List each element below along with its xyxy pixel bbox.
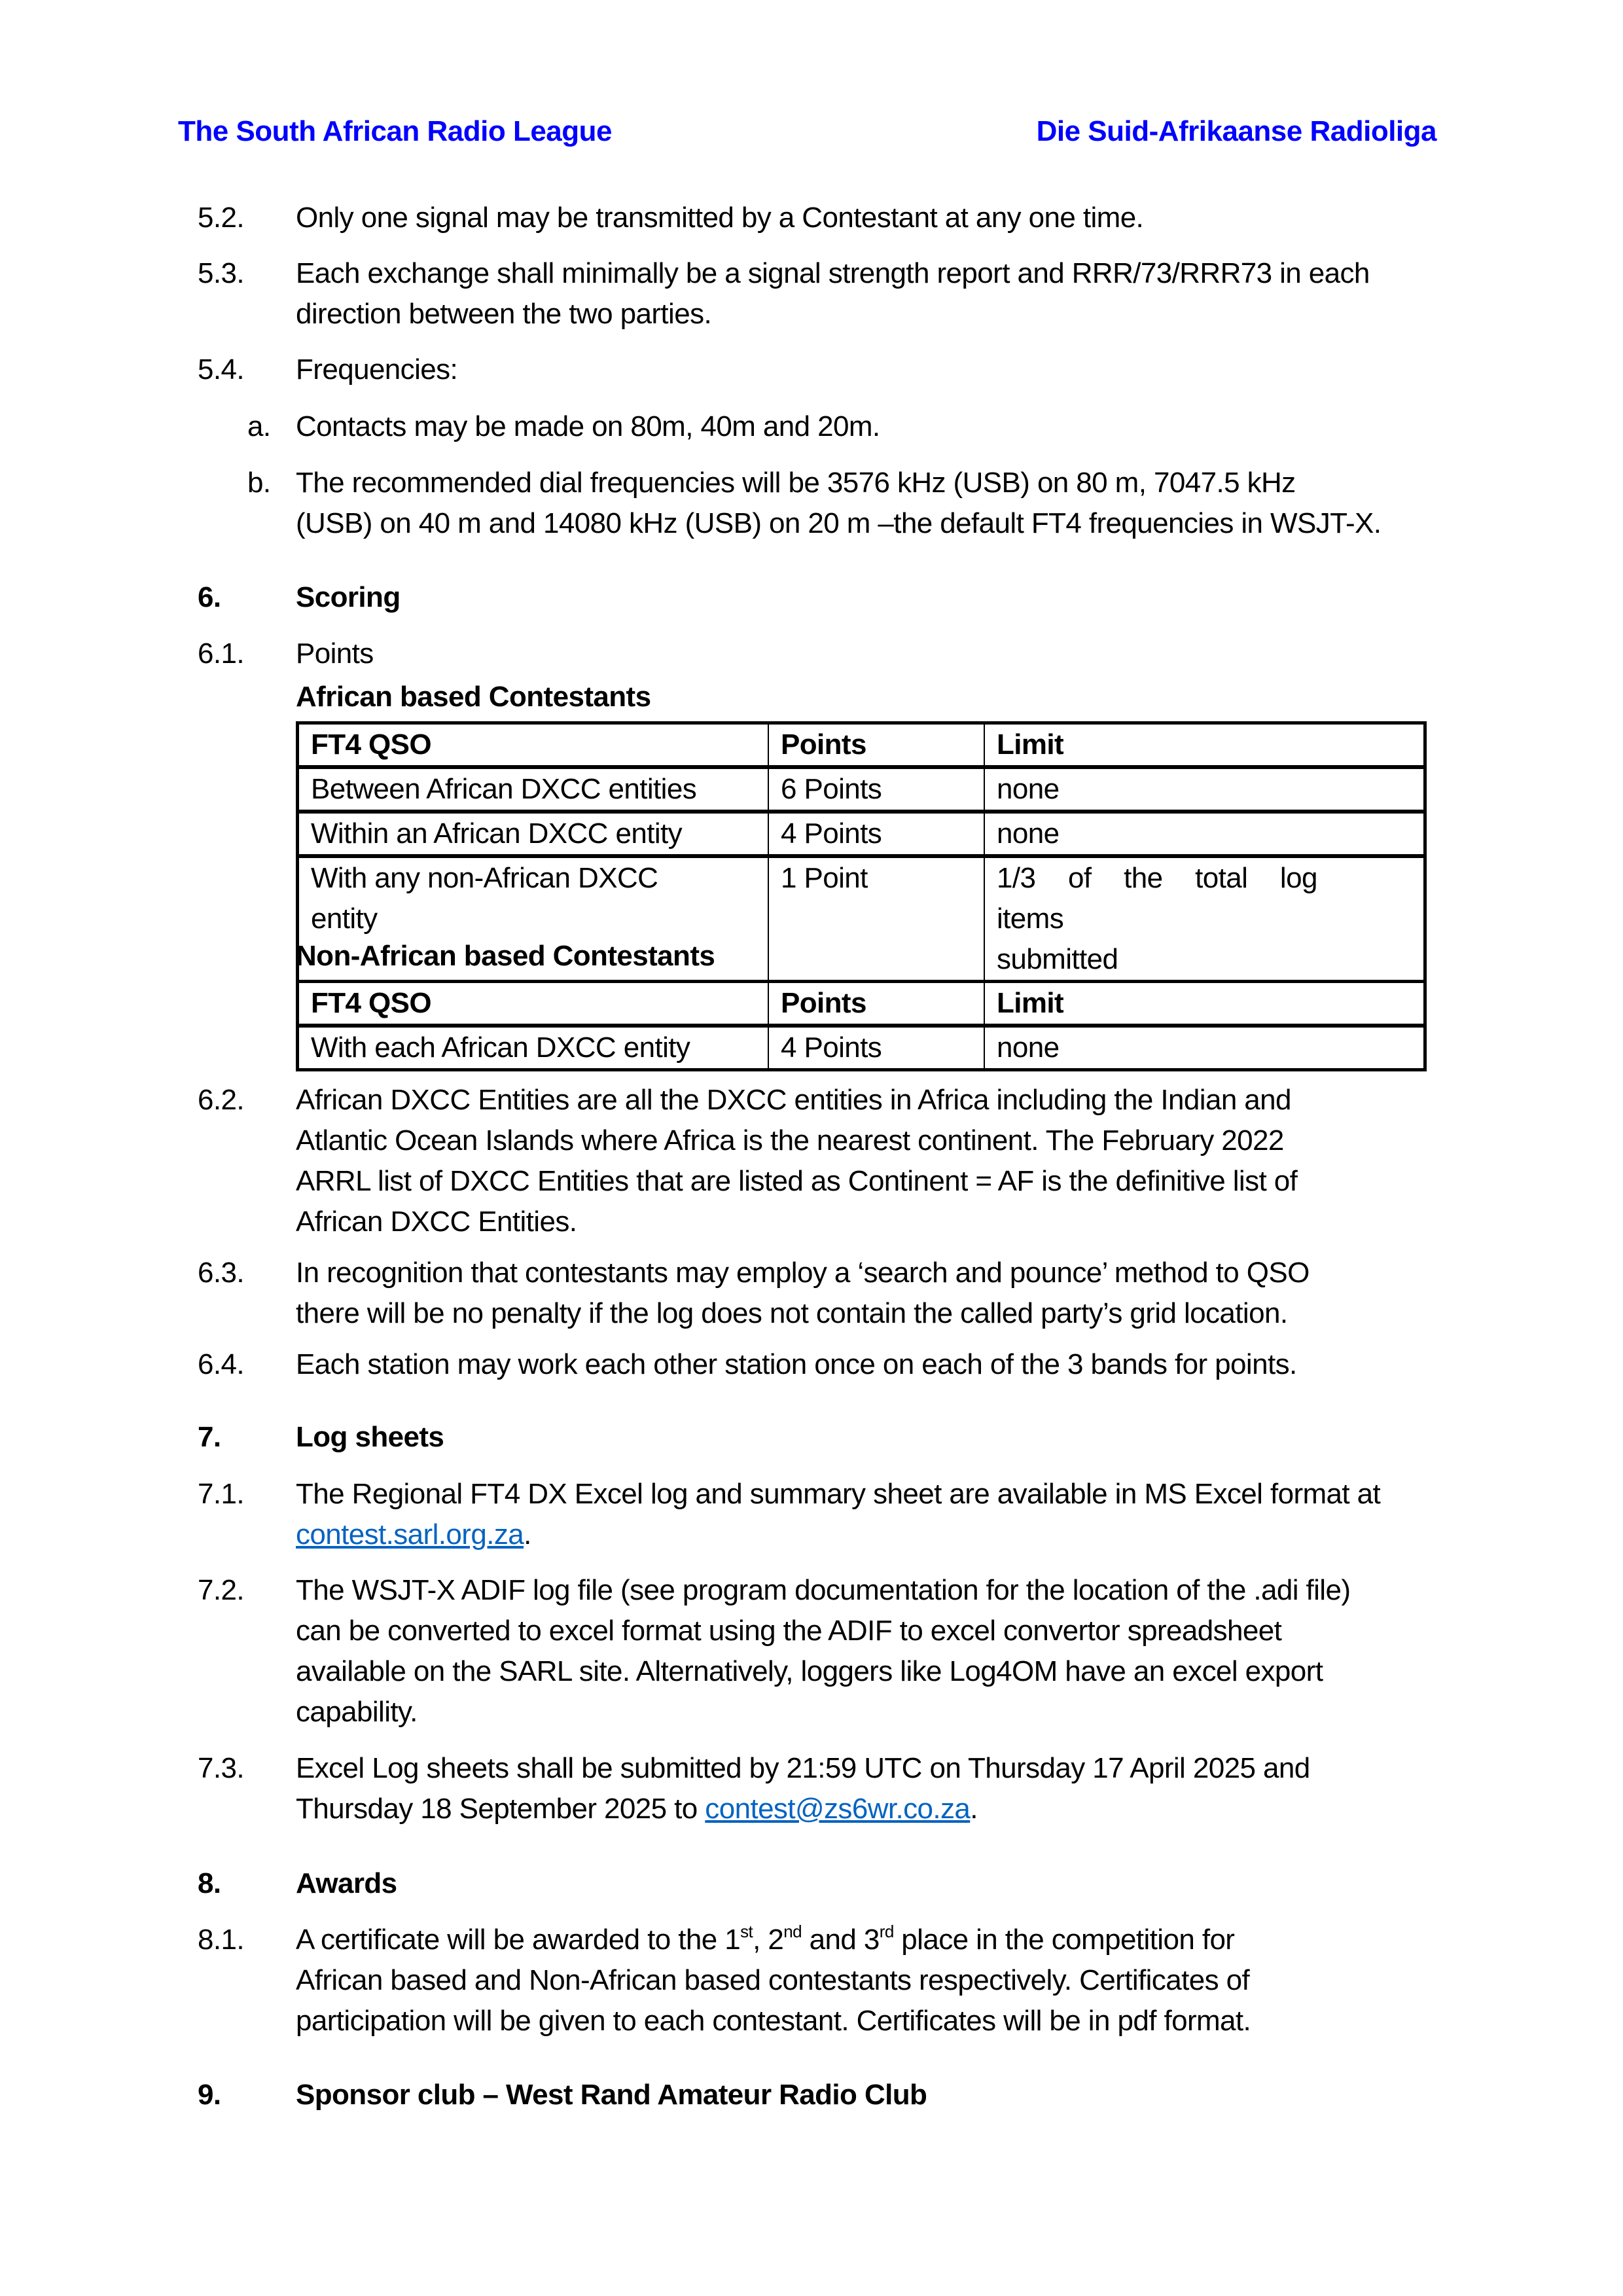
subclause-text-line: The recommended dial frequencies will be 3576 kHz (USB) on 80 m, 7047.5 kHz <box>296 467 1296 499</box>
cell-limit-words: 1/3 of the total log items <box>997 862 1317 935</box>
clause-number: 5.4. <box>198 353 244 386</box>
section-title: Sponsor club – West Rand Amateur Radio Club <box>296 2079 927 2111</box>
clause-text: Frequencies: <box>296 353 458 386</box>
clause-text-line: ARRL list of DXCC Entities that are listed as Continent = AF is the definitive list of <box>296 1165 1298 1197</box>
non-african-points-table <box>296 980 1427 1071</box>
ordinal-suffix: rd <box>879 1922 894 1941</box>
clause-text-line: available on the SARL site. Alternatively, loggers like Log4OM have an excel export <box>296 1655 1323 1687</box>
contest-email-link[interactable]: contest@zs6wr.co.za <box>705 1793 971 1825</box>
clause-text: Points <box>296 637 374 670</box>
clause-text-line: The Regional FT4 DX Excel log and summary sheet are available in MS Excel format at <box>296 1478 1381 1510</box>
cell-points: 4 Points <box>768 1026 984 1070</box>
cell-qso: Between African DXCC entities <box>298 767 769 812</box>
ordinal-suffix: st <box>740 1922 753 1941</box>
clause-number: 6.2. <box>198 1084 244 1116</box>
column-header-points: Points <box>768 982 984 1026</box>
african-table-title: African based Contestants <box>296 681 651 713</box>
clause-text-line: African DXCC Entities are all the DXCC entities in Africa including the Indian and <box>296 1084 1291 1116</box>
clause-text-line: Excel Log sheets shall be submitted by 21:59 UTC on Thursday 17 April 2025 and <box>296 1752 1310 1784</box>
cell-limit-line <box>997 858 1412 939</box>
clause-number: 6.1. <box>198 637 244 670</box>
column-header-points: Points <box>768 723 984 768</box>
section-number: 7. <box>198 1421 221 1453</box>
ordinal-suffix: nd <box>783 1922 802 1941</box>
table-row <box>298 812 1425 856</box>
column-header-limit: Limit <box>984 982 1425 1026</box>
subclause-text: Contacts may be made on 80m, 40m and 20m. <box>296 410 880 442</box>
header-org-english: The South African Radio League <box>178 115 612 147</box>
clause-text-line: participation will be given to each contestant. Certificates will be in pdf format. <box>296 2005 1251 2037</box>
cell-qso-line: entity <box>311 903 378 935</box>
clause-text: Only one signal may be transmitted by a Contestant at any one time. <box>296 202 1144 234</box>
subclause-letter: b. <box>247 467 271 499</box>
text: and 3 <box>802 1924 880 1956</box>
text: , 2 <box>753 1924 784 1956</box>
cell-qso: Within an African DXCC entity <box>298 812 769 856</box>
punctuation: . <box>524 1518 531 1551</box>
column-header-limit: Limit <box>984 723 1425 768</box>
clause-text-line: In recognition that contestants may employ a ‘search and pounce’ method to QSO <box>296 1257 1310 1289</box>
text: place in the competition for <box>893 1924 1235 1956</box>
table-row <box>298 767 1425 812</box>
clause-number: 7.2. <box>198 1574 244 1606</box>
cell-qso: With each African DXCC entity <box>298 1026 769 1070</box>
subclause-letter: a. <box>247 410 271 442</box>
clause-number: 7.3. <box>198 1752 244 1784</box>
clause-text-line: there will be no penalty if the log does not contain the called party’s grid location. <box>296 1297 1288 1329</box>
text: A certificate will be awarded to the 1 <box>296 1924 741 1956</box>
clause-text-line: Atlantic Ocean Islands where Africa is the nearest continent. The February 2022 <box>296 1124 1284 1157</box>
clause-text-line: Each exchange shall minimally be a signal strength report and RRR/73/RRR73 in each <box>296 257 1370 289</box>
contest-website-link[interactable]: contest.sarl.org.za <box>296 1518 524 1551</box>
non-african-table-title: Non-African based Contestants <box>296 940 715 972</box>
clause-text-line <box>296 1920 1435 1960</box>
cell-points: 6 Points <box>768 767 984 812</box>
clause-text-line: African DXCC Entities. <box>296 1206 577 1238</box>
clause-number: 6.4. <box>198 1348 244 1380</box>
cell-points: 4 Points <box>768 812 984 856</box>
cell-limit: none <box>984 767 1425 812</box>
clause-number: 8.1. <box>198 1924 244 1956</box>
table-header-row <box>298 982 1425 1026</box>
clause-number: 6.3. <box>198 1257 244 1289</box>
section-number: 6. <box>198 581 221 613</box>
clause-number: 5.3. <box>198 257 244 289</box>
section-number: 8. <box>198 1867 221 1899</box>
section-title: Scoring <box>296 581 401 613</box>
clause-text-line <box>296 1789 1435 1829</box>
clause-text-line: can be converted to excel format using the ADIF to excel convertor spreadsheet <box>296 1615 1282 1647</box>
cell-points: 1 Point <box>768 856 984 982</box>
header-org-afrikaans: Die Suid-Afrikaanse Radioliga <box>1036 115 1436 147</box>
clause-text: Thursday 18 September 2025 to <box>296 1793 705 1825</box>
section-title: Log sheets <box>296 1421 444 1453</box>
table-row <box>298 1026 1425 1070</box>
cell-limit-line: submitted <box>997 943 1118 975</box>
clause-text-line <box>296 1515 1435 1555</box>
section-number: 9. <box>198 2079 221 2111</box>
subclause-text-line: (USB) on 40 m and 14080 kHz (USB) on 20 m –the default FT4 frequencies in WSJT-X. <box>296 507 1382 539</box>
column-header-qso: FT4 QSO <box>298 723 769 768</box>
clause-number: 7.1. <box>198 1478 244 1510</box>
clause-number: 5.2. <box>198 202 244 234</box>
section-title: Awards <box>296 1867 397 1899</box>
cell-qso-line: With any non-African DXCC <box>311 862 658 894</box>
clause-text-line: Each station may work each other station once on each of the 3 bands for points. <box>296 1348 1297 1380</box>
clause-text-line: capability. <box>296 1696 418 1728</box>
table-header-row <box>298 723 1425 768</box>
cell-limit: none <box>984 1026 1425 1070</box>
punctuation: . <box>970 1793 978 1825</box>
cell-limit <box>984 856 1425 982</box>
clause-text-line: African based and Non-African based contestants respectively. Certificates of <box>296 1964 1250 1996</box>
clause-text-line: The WSJT-X ADIF log file (see program documentation for the location of the .adi file) <box>296 1574 1351 1606</box>
clause-text-line: direction between the two parties. <box>296 298 712 330</box>
cell-limit: none <box>984 812 1425 856</box>
column-header-qso: FT4 QSO <box>298 982 769 1026</box>
